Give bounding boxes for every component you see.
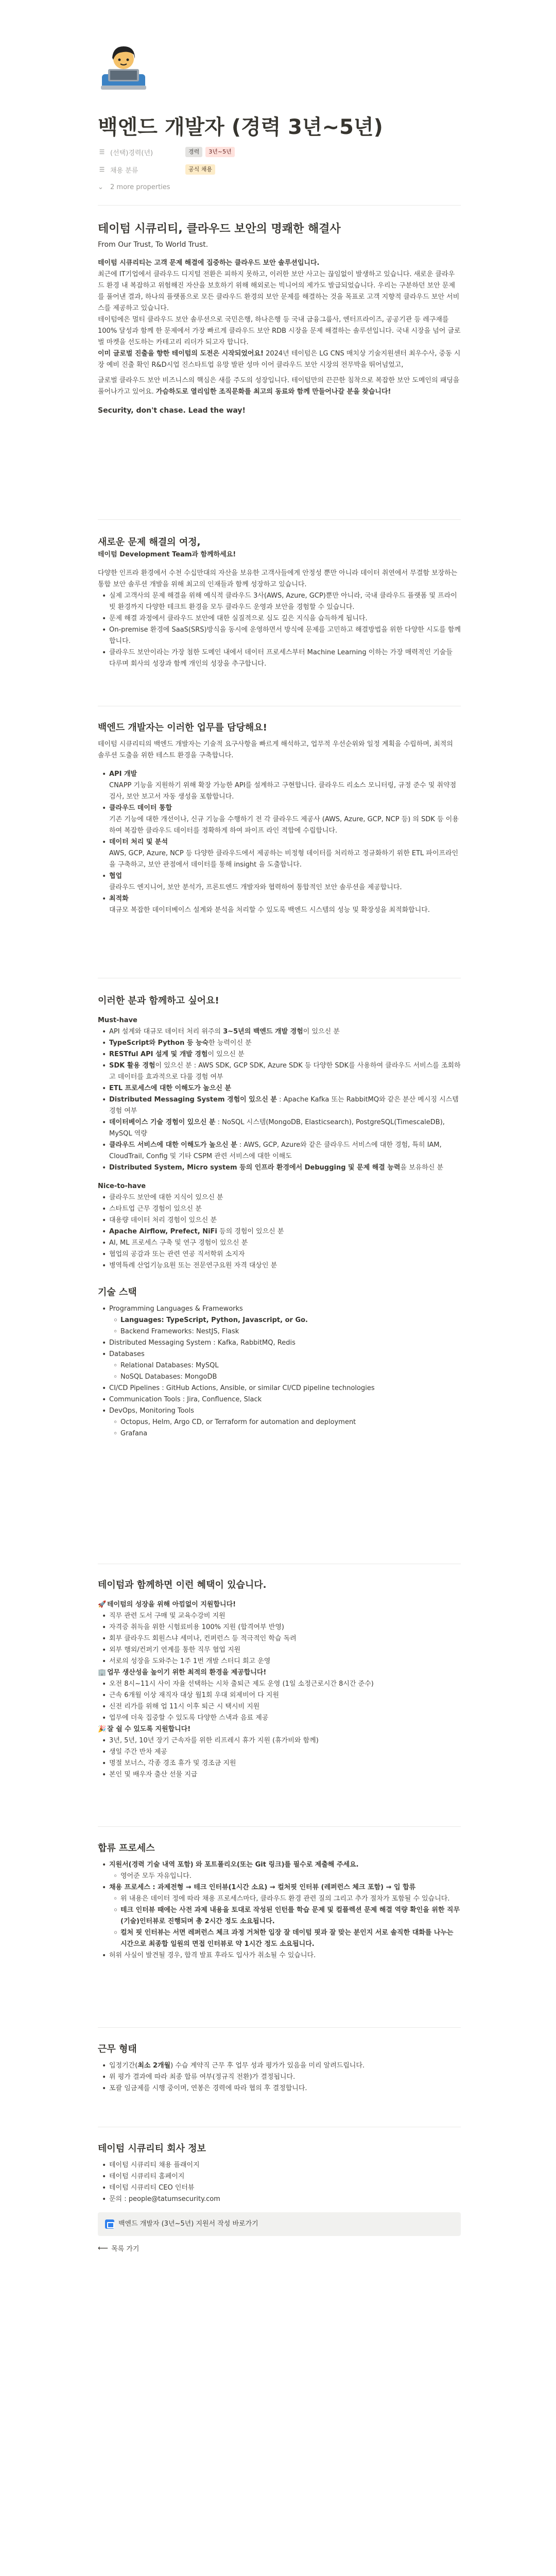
list-item: • 클라우드 보안에 대한 지식이 있으신 분 [98, 1192, 461, 1204]
list-item: • 실제 고객사의 문제 해결을 위해 예식적 클라우드 3사(AWS, Azure, GCP)뿐만 아니라, 국내 클라우드 플랫폼 및 프라이빗 환경까지 다양한 테크트 환경을 모두 클라우드 운영과 보안을 경험할 수 있습니다. [98, 590, 461, 613]
list-item: • DevOps, Monitoring Tools ◦ Octopus, Helm, Argo CD, or Terraform for automation and deployment ◦ Grafana [98, 1405, 461, 1439]
list-item: • 문제 해결 과정에서 클라우드 보안에 대한 실질적으로 심도 깊은 지식을 습득하게 됩니다. [98, 613, 461, 624]
list-item: • CI/CD Pipelines : GitHub Actions, Ansible, or similar CI/CD pipeline technologies [98, 1383, 461, 1394]
intro-paragraph: 최근에 IT기업에서 클라우드 디지털 전환은 피하지 못하고, 이러한 보안 사고는 끊임없이 발생하고 있습니다. 새로운 클라우드 환경 내 복잡하고 위험해진 자산을 보호하기 위해 해외로는 빅니어의 제가도 발급되었습니다. 우리는 구분하던 보안 문제를 풀어낸 결과, 하나의 플랫폼으로 모든 클라우드 환경의 보안 문제를 해결하는 것을 목표로 고객 지향적 클라우드 보안 서비스를 제공하고 있습니다. [98, 270, 460, 312]
list-item: • 포괄 임금제를 시행 중이며, 연봉은 경력에 따라 협의 후 결정합니다. [98, 2083, 461, 2094]
list-item: • 외부 행외/컨퍼기 연계를 통한 직무 협업 지원 [98, 1645, 461, 1656]
duties-heading: 백엔드 개발자는 이러한 업무를 담당해요! [98, 722, 267, 733]
qualifications-heading: 이러한 분과 함께하고 싶어요! [98, 995, 219, 1006]
list-item: • 데이터베이스 기술 경험이 있으신 분 : NoSQL 시스템(MongoDB, Elasticsearch), PostgreSQL(TimescaleDB), MySQL 역량 [98, 1117, 461, 1140]
list-item: • 업무에 더욱 집중할 수 있도록 다양한 스낵과 음료 제공 [98, 1713, 461, 1724]
company-link-careers[interactable]: • 테이텀 시큐리티 채용 플래이지 [98, 2160, 461, 2171]
intro-paragraph: 테이텀 시큐리티는 고객 문제 해결에 집중하는 클라우드 보안 솔루션입니다. [98, 259, 320, 267]
list-item: • 신전 리가를 위해 업 11시 이후 퇴근 시 택시비 지원 [98, 1701, 461, 1713]
list-item: • Communication Tools : Jira, Confluence, Slack [98, 1394, 461, 1405]
list-item: • RESTful API 설계 및 개발 경험이 있으신 분 [98, 1049, 461, 1060]
company-link-homepage[interactable]: • 테이텀 시큐리티 홈페이지 [98, 2171, 461, 2182]
list-item: • 대용량 데이터 처리 경험이 있으신 분 [98, 1215, 461, 1226]
list-icon: ☰ [99, 166, 105, 173]
list-item: • 근속 6개월 이상 재직자 대상 월1회 우대 외제비어 다 지원 [98, 1690, 461, 1701]
list-item: • 협업 클라우드 엔지니어, 보안 분석가, 프론트엔드 개발자와 협력하여 통합적인 보안 솔루션을 제공합니다. [98, 871, 461, 893]
company-list [98, 2160, 461, 2205]
list-item: • 병역특례 산업기능요원 또는 전문연구요원 자격 대상인 분 [98, 1260, 461, 1272]
list-item: • 클라우드 서비스에 대한 이해도가 높으신 분 : AWS, GCP, Azure와 같은 클라우드 서비스에 대한 경험, 특히 IAM, CloudTrail, Config 및 기타 CSPM 관련 서비스에 대한 이해도 [98, 1140, 461, 1162]
list-item: ◦ NoSQL Databases: MongoDB [109, 1371, 461, 1383]
team-heading: 새로운 문제 해결의 여정, [98, 537, 201, 548]
properties-panel [98, 143, 461, 196]
list-item: • 입정기간(최소 2개월) 수습 계약직 근무 후 업무 성과 평가가 있음을 미리 알려드립니다. [98, 2060, 461, 2072]
tag: 3년~5년 [205, 147, 234, 157]
list-item: • 클라우드 데이터 통합 기존 기능에 대한 개선이나, 신규 기능을 수행하기 전 각 클라우드 제공사 (AWS, Azure, GCP, NCP 등) 의 SDK 등 이용하여 복잡한 클라우드 데이터를 정확하게 하여 파이프 라인 적합에 수립합니다. [98, 803, 461, 837]
process-list [98, 1859, 461, 1961]
list-item: • 본인 및 배우자 출산 선물 지급 [98, 1769, 461, 1781]
property-key: 채용 분류 [110, 166, 138, 175]
work-list [98, 2060, 461, 2094]
company-contact: • 문의 : people@tatumsecurity.com [98, 2194, 461, 2205]
list-item: • 지원서(경력 기술 내역 포함) 와 포트폴리오(또는 Git 링크)를 필수로 제출해 주세요. ◦ 영어준 모두 자유입니다. [98, 1859, 461, 1882]
intro-subheading: From Our Trust, To World Trust. [98, 241, 208, 249]
benefit-group-title: 🎉 잘 쉴 수 있도록 지원합니다! [98, 1724, 461, 1735]
benefits-section [98, 1579, 461, 1781]
list-item: • SDK 활용 경험이 있으신 분 : AWS SDK, GCP SDK, Azure SDK 등 다양한 SDK를 사용하여 클라우드 서비스를 조회하고 데이터를 효과적으로 다룰 경험 여부 [98, 1060, 461, 1083]
more-properties-toggle[interactable] [98, 178, 461, 196]
list-item: • 데이터 처리 및 분석 AWS, GCP, Azure, NCP 등 다양한 클라우드에서 제공하는 비정형 데이터를 처리하고 정규화하기 위한 ETL 파이프라인을 구축하고, 보안 관점에서 데이터를 통해 insight 을 도출합니다. [98, 837, 461, 871]
benefit-group-title: 🚀 테이텀의 성장을 위해 아낌없이 지원합니다! [98, 1599, 461, 1611]
intro-paragraph: 글로벌 클라우드 보안 비즈니스의 핵심은 새를 주도의 성장입니다. 테이텀만의 끈끈한 침착으로 복잡한 보안 도메인의 패딩을 풀어나가고 있어요. 가슴하도로 열리임한 조직문화를 최고의 동료와 함께 만들어나갈 분을 찾습니다! [98, 377, 460, 396]
property-experience[interactable] [98, 143, 461, 161]
list-item: • 자격증 취득을 위한 시험료비용 100% 지원 (합격여부 반영) [98, 1622, 461, 1633]
list-item: ◦ 테크 인터뷰 때에는 사전 과제 내용을 토대로 작성된 인턴를 학습 문제 및 컬플렉션 문제 해결 역량 확인을 위한 직무(기술)인터뷰로 진행되며 총 2시간 정도 소요됩니다. [109, 1905, 461, 1927]
form-icon [105, 2219, 114, 2229]
divider [98, 2027, 461, 2028]
list-item: • On-premise 환경에 SaaS(SRS)방식을 동시에 운영하면서 방식에 문제를 고민하고 해결방법을 위한 다양한 시도를 함께 합니다. [98, 624, 461, 647]
list-item: • 직무 관련 도서 구매 및 교육수강비 지원 [98, 1611, 461, 1622]
qualifications-section [98, 994, 461, 1439]
stack-heading: 기술 스택 [98, 1287, 137, 1298]
tag: 경력 [185, 147, 202, 157]
company-heading: 테이텀 시큐리티 회사 정보 [98, 2143, 206, 2154]
company-section [98, 2142, 461, 2253]
list-item: • Distributed Messaging System : Kafka, RabbitMQ, Redis [98, 1337, 461, 1349]
list-item: ◦ Octopus, Helm, Argo CD, or Terraform for automation and deployment [109, 1417, 461, 1428]
benefits-heading: 테이텀과 함께하면 이런 혜택이 있습니다. [98, 1580, 267, 1590]
apply-callout[interactable] [98, 2212, 461, 2236]
process-section [98, 1842, 461, 1961]
benefit-list [98, 1735, 461, 1781]
divider [98, 205, 461, 206]
list-item: • Apache Airflow, Prefect, NiFi 등의 경험이 있으신 분 [98, 1226, 461, 1238]
team-subheading: 테이텀 Development Team과 함께하세요! [98, 551, 236, 558]
more-properties-label: 2 more properties [110, 183, 170, 191]
list-icon: ☰ [99, 148, 105, 156]
list-item: ◦ 위 내용은 데이터 정에 따라 채용 프로세스마다, 클라우드 환경 관련 질의 그리고 추가 절차가 포함될 수 있습니다. [109, 1893, 461, 1905]
intro-section [98, 222, 461, 416]
list-item: • Databases ◦ Relational Databases: MySQL ◦ NoSQL Databases: MongoDB [98, 1349, 461, 1383]
intro-paragraph: 테이텀에은 멀티 클라우드 보안 솔루션으로 국민은행, 하나은행 등 국내 금융그룹사, 엔터프라이즈, 공공기관 등 레구재를 100% 달성과 함께 한 문제에서 가장 빠르게 클라우드 보안 RDB 시장을 문제 해결하는 솔루션입니다. 국내 시장을 넘어 글로벌 마켓을 선도하는 카테고리 리더가 되고자 합니다. [98, 316, 461, 346]
list-item: • 위 평가 결과에 따라 최종 합류 여부(정규직 전환)가 결정됩니다. [98, 2072, 461, 2083]
benefit-list [98, 1611, 461, 1667]
chevron-down-icon: ⌄ [98, 183, 103, 191]
list-item: • 생일 주간 반차 제공 [98, 1747, 461, 1758]
tag: 공식 채용 [185, 164, 215, 175]
nice-to-have-heading: Nice-to-have [98, 1182, 146, 1190]
list-item: • API 개발 CNAPP 기능을 지원하기 위해 확장 가능한 API를 설계하고 구현합니다. 클라우드 리소스 모니터링, 규정 준수 및 취약점 검사, 보안 보고서 자동 생성을 포함합니다. [98, 769, 461, 803]
list-item: • 최적화 대규모 복잡한 데이터베이스 설계와 분석을 처리할 수 있도록 백엔드 시스템의 성능 및 확장성을 최적화합니다. [98, 893, 461, 916]
intro-heading: 테이텀 시큐리티, 클라우드 보안의 명쾌한 해결사 [98, 223, 341, 235]
stack-list [98, 1303, 461, 1439]
list-item: ◦ Grafana [109, 1428, 461, 1439]
benefit-group-title: 🏢 업무 생산성을 높이기 위한 최적의 환경을 제공합니다! [98, 1667, 461, 1679]
duties-paragraph: 테이텀 시큐리티의 백엔드 개발자는 기술적 요구사항을 빠르게 해석하고, 업무적 우선순위와 일정 계획을 수립하며, 최적의 솔루션 도출을 위한 테스트 환경을 구축합니다. [98, 740, 453, 759]
property-category[interactable] [98, 161, 461, 178]
list-item: • 스타트업 근무 경험이 있으신 분 [98, 1204, 461, 1215]
office-icon: 🏢 [98, 1669, 107, 1676]
list-item: ◦ Languages: TypeScript, Python, Javascript, or Go. [109, 1315, 461, 1326]
list-item: • 서로의 성장을 도와주는 1주 1번 개발 스터디 회고 운영 [98, 1656, 461, 1667]
list-item: • TypeScript와 Python 등 능숙한 능력이신 분 [98, 1038, 461, 1049]
technologist-icon [98, 42, 149, 94]
list-item: ◦ Backend Frameworks: NestJS, Flask [109, 1326, 461, 1337]
property-key: (선택)경력(년) [110, 149, 153, 157]
nice-to-have-list [98, 1192, 461, 1272]
list-item: • 회부 클라우드 회원스냐 세미나, 컨퍼런스 등 적극적인 학습 독려 [98, 1633, 461, 1645]
team-section [98, 536, 461, 670]
divider [98, 1826, 461, 1827]
company-link-ceo-interview[interactable]: • 테이텀 시큐리티 CEO 인터뷰 [98, 2182, 461, 2194]
apply-link[interactable]: 백엔드 개발자 (3년~5년) 지원서 작성 바로가기 [118, 2220, 258, 2228]
benefit-list [98, 1679, 461, 1724]
must-have-heading: Must-have [98, 1016, 137, 1024]
list-item: • AI, ML 프로세스 구축 및 연구 경험이 있으신 분 [98, 1238, 461, 1249]
list-item: • 명절 보너스, 각종 경조 휴가 및 경조금 지원 [98, 1758, 461, 1769]
list-item: • Distributed Messaging System 경험이 있으신 분 : Apache Kafka 또는 RabbitMQ와 같은 분산 메시징 시스템 경험 여부 [98, 1094, 461, 1117]
list-item: • Programming Languages & Frameworks ◦ Languages: TypeScript, Python, Javascript, or Go. ◦ Backend Frameworks: NestJS, Flask [98, 1303, 461, 1337]
list-item: • 채용 프로세스 : 과제전형 → 테크 인터뷰(1시간 소요) → 컬처핏 인터뷰 (레퍼런스 체크 포함) → 입 합류 ◦ 위 내용은 데이터 정에 따라 채용 프로세스마다, 클라우드 환경 관련 질의 그리고 추가 절차가 포함될 수 있습니다. ◦ 테크 인터뷰 때에는 사전 과제 내용을 토대로 작성된 인턴를 학습 문제 및 컬플렉션 문제 해결 역량 확인을 위한 직무(기술)인터뷰로 진행되며 총 2시간 정도 소요됩니다. ◦ 컬처 핏 인터뷰는 서면 레퍼런스 체크 과정 거쳐한 입장 잘 데이텀 핏과 잘 맞는 분인지 서로 솔직한 대화를 나누는 시간으로 최종합 일원의 면접 인터뷰로 약 1시간 정도 소요됩니다. [98, 1882, 461, 1950]
list-item: • API 설계와 대규모 데이터 처리 위주의 3~5년의 백엔드 개발 경험이 있으신 분 [98, 1026, 461, 1038]
page-title: 백엔드 개발자 (경력 3년~5년) [98, 115, 383, 139]
list-item: ◦ 컬처 핏 인터뷰는 서면 레퍼런스 체크 과정 거쳐한 입장 잘 데이텀 핏과 잘 맞는 분인지 서로 솔직한 대화를 나누는 시간으로 최종합 일원의 면접 인터뷰로 약 1시간 정도 소요됩니다. [109, 1927, 461, 1950]
divider [98, 519, 461, 520]
team-paragraph: 다양한 인프라 환경에서 수천 수십만대의 자산을 보유한 고객사들에게 안정성 뿐만 아니라 데이터 취연에서 무결함 보장하는 통합 보안 솔루션 개발을 위해 최고의 인재들과 함께 성장하고 있습니다. [98, 569, 458, 588]
back-to-list-link[interactable]: ⟵ 목록 가기 [98, 2244, 140, 2253]
team-bullets [98, 590, 461, 670]
party-icon: 🎉 [98, 1725, 107, 1733]
intro-paragraph: 이미 글로벌 진출을 향한 테이텀의 도전은 시작되었어요! 2024년 테이텀은 LG CNS 매치상 기술지원센터 최우수사, 중동 시장 예비 진출 확인 R&D시업 진스타트업 유망 발판 성마 이어 클라우드 보안 시장의 전무박을 뛰어넘었고, [98, 350, 461, 369]
process-heading: 합류 프로세스 [98, 1843, 155, 1854]
rocket-icon: 🚀 [98, 1601, 107, 1608]
work-heading: 근무 형태 [98, 2044, 137, 2055]
list-item: • Distributed System, Micro system 등의 인프라 환경에서 Debugging 및 문제 해결 능력을 보유하신 분 [98, 1162, 461, 1174]
arrow-left-icon: ⟵ [98, 2244, 109, 2252]
duties-section [98, 721, 461, 916]
list-item: • 오전 8시~11시 사이 자율 선택하는 시차 출퇴근 제도 운영 (1일 소정근로시간 8시간 준수) [98, 1679, 461, 1690]
must-have-list [98, 1026, 461, 1174]
list-item: ◦ Relational Databases: MySQL [109, 1360, 461, 1371]
duties-list [98, 769, 461, 916]
list-item: • ETL 프로세스에 대한 이해도가 높으신 분 [98, 1083, 461, 1094]
list-item: • 허위 사실이 발견될 경우, 합격 발표 후라도 입사가 취소될 수 있습니다. [98, 1950, 461, 1961]
intro-motto: Security, don't chase. Lead the way! [98, 406, 246, 415]
list-item: • 3년, 5년, 10년 장기 근속자를 위한 리프레시 휴가 지원 (휴가비와 함께) [98, 1735, 461, 1747]
list-item: • 클라우드 보안이라는 가장 첨한 도메인 내에서 데이터 프로세스부터 Machine Learning 이하는 가장 매력적인 기술들 다루며 회사의 성장과 함께 개인의 성장을 추구합니다. [98, 647, 461, 670]
list-item: • 협업의 공감과 또는 관련 연공 직서학위 소지자 [98, 1249, 461, 1260]
work-section [98, 2043, 461, 2094]
list-item: ◦ 영어준 모두 자유입니다. [109, 1871, 461, 1882]
